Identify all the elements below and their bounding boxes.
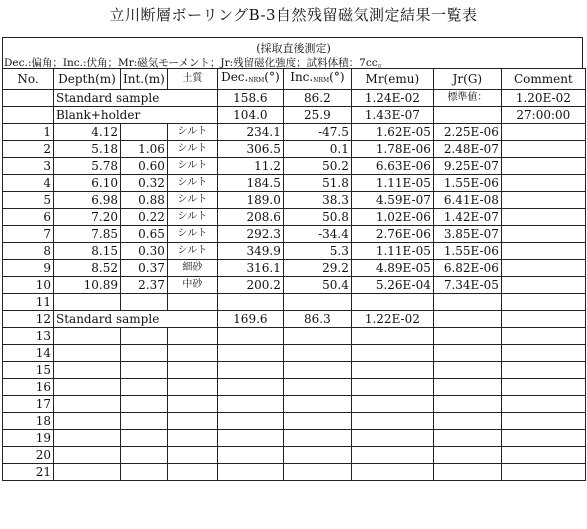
cell-dec — [217, 430, 283, 447]
cell-inc: 5.3 — [283, 243, 351, 260]
cell-int — [121, 464, 168, 481]
table-row — [3, 158, 586, 175]
cell-soil — [167, 430, 217, 447]
table-row — [3, 430, 586, 447]
cell-comment — [501, 124, 585, 141]
cell-comment — [501, 447, 585, 464]
cell-soil: 中砂 — [167, 277, 217, 294]
cell-soil: シルト — [167, 175, 217, 192]
cell-comment — [501, 311, 585, 328]
cell-dec — [217, 447, 283, 464]
cell-int: 2.37 — [121, 277, 168, 294]
cell-comment — [501, 464, 585, 481]
cell-mr: 1.02E-06 — [351, 209, 433, 226]
cell-jr — [433, 396, 501, 413]
table-row — [3, 362, 586, 379]
cell-dec — [217, 379, 283, 396]
cell-jr — [433, 328, 501, 345]
cell-comment — [501, 362, 585, 379]
cell-comment — [501, 294, 585, 311]
cell-jr: 3.85E-07 — [433, 226, 501, 243]
cell-comment — [501, 209, 585, 226]
cell-inc: -47.5 — [283, 124, 351, 141]
cell-mr — [351, 328, 433, 345]
cell-soil: シルト — [167, 124, 217, 141]
cell-jr — [433, 379, 501, 396]
blank-jr — [433, 107, 501, 124]
cell-jr: 6.82E-06 — [433, 260, 501, 277]
inc-header-sub: NRM — [313, 77, 330, 84]
table-row — [3, 328, 586, 345]
cell-int: 0.65 — [121, 226, 168, 243]
cell-no: 16 — [3, 379, 54, 396]
cell-jr: 1.55E-06 — [433, 175, 501, 192]
cell-depth: 5.78 — [54, 158, 121, 175]
cell-inc: 0.1 — [283, 141, 351, 158]
col-int-header: Int.(m) — [121, 69, 168, 90]
measurement-note: (採取直後測定) — [256, 42, 331, 55]
dec-header-unit: (°) — [264, 70, 280, 84]
cell-jr — [433, 294, 501, 311]
cell-comment — [501, 226, 585, 243]
cell-soil — [167, 396, 217, 413]
cell-inc — [283, 413, 351, 430]
cell-int — [121, 345, 168, 362]
standard-comment: 1.20E-02 — [501, 90, 585, 107]
cell-jr: 1.55E-06 — [433, 243, 501, 260]
dec-header-sub: NRM — [248, 77, 265, 84]
cell-int: 0.30 — [121, 243, 168, 260]
cell-dec: 292.3 — [217, 226, 283, 243]
blank-holder-row — [3, 107, 586, 124]
cell-inc: 29.2 — [283, 260, 351, 277]
cell-no: 18 — [3, 413, 54, 430]
cell-jr: 7.34E-05 — [433, 277, 501, 294]
cell-no: 3 — [3, 158, 54, 175]
cell-jr: 6.41E-08 — [433, 192, 501, 209]
cell-inc — [283, 447, 351, 464]
cell-jr — [433, 362, 501, 379]
cell-no — [3, 107, 54, 124]
cell-no: 1 — [3, 124, 54, 141]
cell-inc — [283, 430, 351, 447]
cell-soil — [167, 328, 217, 345]
cell-dec: 306.5 — [217, 141, 283, 158]
blank-comment: 27:00:00 — [501, 107, 585, 124]
cell-dec: 349.9 — [217, 243, 283, 260]
cell-no: 19 — [3, 430, 54, 447]
cell-dec: 234.1 — [217, 124, 283, 141]
table-row — [3, 294, 586, 311]
cell-comment — [501, 396, 585, 413]
blank-inc: 25.9 — [283, 107, 351, 124]
cell-mr: 4.59E-07 — [351, 192, 433, 209]
cell-mr — [351, 413, 433, 430]
standard-label: Standard sample — [54, 90, 218, 107]
cell-inc: 50.2 — [283, 158, 351, 175]
cell-mr — [351, 294, 433, 311]
table-row — [3, 277, 586, 294]
cell-inc: 50.4 — [283, 277, 351, 294]
cell-mr — [351, 430, 433, 447]
inc-header-unit: (°) — [329, 70, 345, 84]
cell-soil — [167, 379, 217, 396]
cell-jr — [433, 430, 501, 447]
cell-soil — [167, 413, 217, 430]
cell-mr — [351, 345, 433, 362]
cell-int — [121, 124, 168, 141]
table-row — [3, 413, 586, 430]
cell-int: 0.37 — [121, 260, 168, 277]
cell-depth — [54, 362, 121, 379]
cell-int — [121, 328, 168, 345]
blank-mr: 1.43E-07 — [351, 107, 433, 124]
cell-depth — [54, 345, 121, 362]
cell-int — [121, 396, 168, 413]
cell-soil — [167, 294, 217, 311]
cell-inc: -34.4 — [283, 226, 351, 243]
cell-soil: シルト — [167, 192, 217, 209]
cell-no: 11 — [3, 294, 54, 311]
standard-sample-row — [3, 90, 586, 107]
results-table — [2, 68, 586, 481]
col-depth-header: Depth(m) — [54, 69, 121, 90]
cell-mr: 5.26E-04 — [351, 277, 433, 294]
cell-mr: 1.11E-05 — [351, 243, 433, 260]
cell-mr: 1.78E-06 — [351, 141, 433, 158]
cell-int: 0.22 — [121, 209, 168, 226]
cell-inc: 51.8 — [283, 175, 351, 192]
cell-no: 10 — [3, 277, 54, 294]
col-comment-header: Comment — [501, 69, 585, 90]
table-row — [3, 124, 586, 141]
cell-mr — [351, 447, 433, 464]
cell-inc: 50.8 — [283, 209, 351, 226]
cell-dec: 184.5 — [217, 175, 283, 192]
cell-mr: 1.62E-05 — [351, 124, 433, 141]
cell-no: 9 — [3, 260, 54, 277]
cell-comment — [501, 175, 585, 192]
cell-comment — [501, 192, 585, 209]
cell-mr — [351, 396, 433, 413]
row12-mr: 1.22E-02 — [351, 311, 433, 328]
table-row — [3, 209, 586, 226]
cell-jr — [433, 464, 501, 481]
row12-label: Standard sample — [54, 311, 218, 328]
cell-dec — [217, 362, 283, 379]
cell-no: 15 — [3, 362, 54, 379]
cell-soil: シルト — [167, 158, 217, 175]
cell-depth: 7.20 — [54, 209, 121, 226]
cell-soil: シルト — [167, 243, 217, 260]
cell-inc — [283, 294, 351, 311]
cell-no: 12 — [3, 311, 54, 328]
cell-inc — [283, 396, 351, 413]
cell-int: 0.32 — [121, 175, 168, 192]
cell-comment — [501, 141, 585, 158]
cell-jr — [433, 311, 501, 328]
table-row — [3, 192, 586, 209]
cell-comment — [501, 345, 585, 362]
col-inc-header — [283, 69, 351, 90]
table-row — [3, 396, 586, 413]
standard-mr: 1.24E-02 — [351, 90, 433, 107]
col-soil-header: 土質 — [167, 69, 217, 90]
table-row — [3, 464, 586, 481]
header-row — [3, 69, 586, 90]
cell-no: 4 — [3, 175, 54, 192]
cell-dec: 189.0 — [217, 192, 283, 209]
cell-no: 2 — [3, 141, 54, 158]
cell-depth — [54, 379, 121, 396]
cell-no — [3, 90, 54, 107]
cell-mr — [351, 362, 433, 379]
table-row — [3, 379, 586, 396]
cell-soil: シルト — [167, 141, 217, 158]
cell-soil — [167, 464, 217, 481]
standard-jr-note: 標準値： — [433, 90, 501, 107]
cell-soil — [167, 345, 217, 362]
cell-no: 13 — [3, 328, 54, 345]
cell-inc — [283, 464, 351, 481]
cell-soil: シルト — [167, 226, 217, 243]
cell-comment — [501, 158, 585, 175]
cell-depth — [54, 430, 121, 447]
cell-depth: 4.12 — [54, 124, 121, 141]
table-row — [3, 345, 586, 362]
cell-dec: 200.2 — [217, 277, 283, 294]
table-row — [3, 141, 586, 158]
cell-dec: 316.1 — [217, 260, 283, 277]
cell-comment — [501, 413, 585, 430]
cell-int: 0.88 — [121, 192, 168, 209]
cell-no: 5 — [3, 192, 54, 209]
cell-comment — [501, 277, 585, 294]
cell-dec — [217, 328, 283, 345]
cell-inc — [283, 362, 351, 379]
table-row — [3, 447, 586, 464]
cell-no: 17 — [3, 396, 54, 413]
table-row — [3, 175, 586, 192]
cell-inc — [283, 379, 351, 396]
cell-depth — [54, 447, 121, 464]
cell-mr: 6.63E-06 — [351, 158, 433, 175]
legend-text: Dec.:偏角；Inc.:伏角；Mr:磁気モーメント；Jr:残留磁化強度；試料体積：7cc。 — [4, 57, 389, 69]
cell-int — [121, 413, 168, 430]
inc-header-main: Inc. — [290, 70, 314, 84]
cell-depth: 7.85 — [54, 226, 121, 243]
cell-dec — [217, 345, 283, 362]
cell-jr — [433, 345, 501, 362]
blank-dec: 104.0 — [217, 107, 283, 124]
table-row — [3, 243, 586, 260]
col-dec-header — [217, 69, 283, 90]
cell-depth — [54, 464, 121, 481]
cell-depth: 5.18 — [54, 141, 121, 158]
cell-depth — [54, 328, 121, 345]
cell-depth: 6.98 — [54, 192, 121, 209]
cell-soil: シルト — [167, 209, 217, 226]
cell-soil — [167, 447, 217, 464]
cell-int: 1.06 — [121, 141, 168, 158]
cell-comment — [501, 328, 585, 345]
cell-dec: 11.2 — [217, 158, 283, 175]
cell-no: 7 — [3, 226, 54, 243]
table-row — [3, 260, 586, 277]
cell-depth: 10.89 — [54, 277, 121, 294]
dec-header-main: Dec. — [221, 70, 249, 84]
cell-no: 21 — [3, 464, 54, 481]
cell-int — [121, 362, 168, 379]
cell-depth: 8.52 — [54, 260, 121, 277]
col-mr-header: Mr(emu) — [351, 69, 433, 90]
standard-dec: 158.6 — [217, 90, 283, 107]
col-jr-header: Jr(G) — [433, 69, 501, 90]
cell-dec — [217, 396, 283, 413]
cell-mr: 2.76E-06 — [351, 226, 433, 243]
cell-inc: 38.3 — [283, 192, 351, 209]
cell-mr — [351, 464, 433, 481]
cell-jr: 2.25E-06 — [433, 124, 501, 141]
cell-comment — [501, 430, 585, 447]
cell-no: 20 — [3, 447, 54, 464]
cell-jr — [433, 447, 501, 464]
cell-inc — [283, 328, 351, 345]
cell-jr: 2.48E-07 — [433, 141, 501, 158]
cell-int — [121, 430, 168, 447]
cell-inc — [283, 345, 351, 362]
cell-dec — [217, 413, 283, 430]
col-no-header: No. — [3, 69, 54, 90]
cell-no: 14 — [3, 345, 54, 362]
cell-dec — [217, 464, 283, 481]
row12-inc: 86.3 — [283, 311, 351, 328]
cell-depth — [54, 294, 121, 311]
cell-no: 8 — [3, 243, 54, 260]
cell-no: 6 — [3, 209, 54, 226]
cell-mr: 1.11E-05 — [351, 175, 433, 192]
cell-dec — [217, 294, 283, 311]
cell-soil — [167, 362, 217, 379]
cell-int — [121, 447, 168, 464]
row12-dec: 169.6 — [217, 311, 283, 328]
standard-sample-row-12 — [3, 311, 586, 328]
cell-comment — [501, 243, 585, 260]
cell-int — [121, 379, 168, 396]
cell-int: 0.60 — [121, 158, 168, 175]
cell-mr — [351, 379, 433, 396]
cell-soil: 細砂 — [167, 260, 217, 277]
cell-depth — [54, 413, 121, 430]
cell-depth: 6.10 — [54, 175, 121, 192]
blank-label: Blank+holder — [54, 107, 218, 124]
cell-depth: 8.15 — [54, 243, 121, 260]
standard-inc: 86.2 — [283, 90, 351, 107]
cell-comment — [501, 379, 585, 396]
table-row — [3, 226, 586, 243]
cell-int — [121, 294, 168, 311]
cell-depth — [54, 396, 121, 413]
cell-jr — [433, 413, 501, 430]
cell-mr: 4.89E-05 — [351, 260, 433, 277]
cell-jr: 9.25E-07 — [433, 158, 501, 175]
cell-jr: 1.42E-07 — [433, 209, 501, 226]
cell-dec: 208.6 — [217, 209, 283, 226]
document-title: 立川断層ボーリングB-3自然残留磁気測定結果一覧表 — [109, 6, 478, 24]
cell-comment — [501, 260, 585, 277]
